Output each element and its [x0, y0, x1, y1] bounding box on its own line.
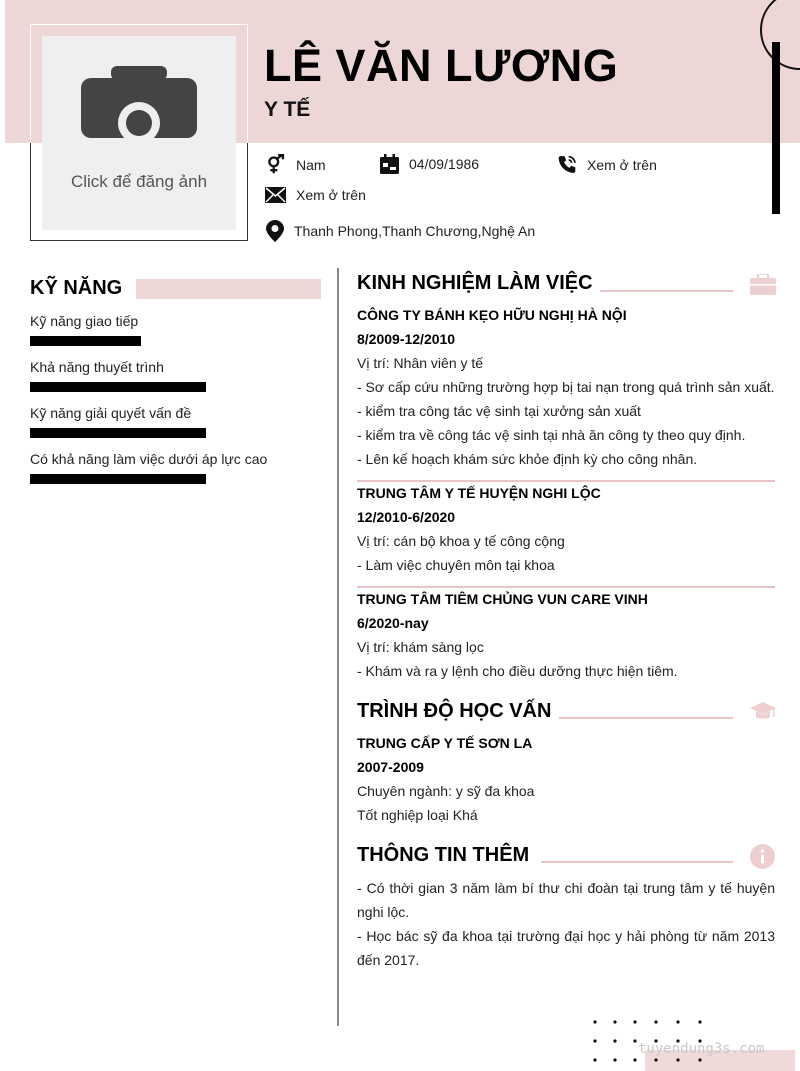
skill-label: Có khả năng làm việc dưới áp lực cao	[30, 451, 268, 467]
briefcase-icon	[750, 274, 776, 295]
education-detail: Chuyên ngành: y sỹ đa khoa	[357, 783, 535, 799]
experience-title-line	[600, 290, 733, 292]
education-title-line	[559, 717, 733, 719]
education-school: TRUNG CẤP Y TẾ SƠN LA	[357, 735, 533, 751]
job-company: TRUNG TÂM TIÊM CHỦNG VUN CARE VINH	[357, 591, 648, 607]
skill-label: Khả năng thuyết trình	[30, 359, 164, 375]
extra-title: THÔNG TIN THÊM	[357, 844, 530, 866]
job-detail: - kiểm tra về công tác vệ sinh tại nhà ăn công ty theo quy định.	[357, 427, 746, 443]
job-period: 12/2010-6/2020	[357, 509, 456, 525]
job-detail: - kiểm tra công tác vệ sinh tại xưởng sản xuất	[357, 403, 641, 419]
envelope-icon	[265, 187, 286, 203]
photo-caption[interactable]: Click để đăng ảnh	[70, 172, 208, 191]
skills-title-bar	[136, 279, 321, 299]
education-period: 2007-2009	[357, 759, 424, 775]
extra-title-line	[541, 861, 733, 863]
extra-paragraph: - Học bác sỹ đa khoa tại trường đại học y hải phòng từ năm 2013 đến 2017.	[357, 928, 775, 968]
skill-level-bar	[30, 336, 141, 346]
job-detail: - Sơ cấp cứu những trường hợp bị tai nạn trong quá trình sản xuất.	[357, 379, 775, 395]
job-separator	[357, 480, 775, 482]
skill-label: Kỹ năng giải quyết vấn đề	[30, 405, 192, 421]
gender-icon	[265, 154, 286, 175]
job-detail: Vị trí: Nhân viên y tế	[357, 355, 484, 371]
info-birthday	[380, 154, 479, 174]
phone-icon	[557, 154, 577, 175]
birthday-value: 04/09/1986	[409, 156, 480, 172]
graduation-cap-icon	[750, 702, 776, 722]
info-phone	[557, 154, 657, 175]
info-email	[265, 187, 366, 203]
job-detail: - Làm việc chuyên môn tại khoa	[357, 557, 555, 573]
watermark: tuyendung3s.com	[638, 1041, 765, 1057]
experience-title: KINH NGHIỆM LÀM VIỆC	[357, 272, 593, 294]
info-gender	[265, 154, 326, 175]
job-detail: - Khám và ra y lệnh cho điều dưỡng thực hiện tiêm.	[357, 663, 678, 679]
camera-icon[interactable]	[81, 66, 197, 138]
decorative-bar	[772, 42, 780, 214]
skill-level-bar	[30, 382, 206, 392]
skill-level-bar	[30, 428, 206, 438]
skill-level-bar	[30, 474, 206, 484]
job-separator	[357, 586, 775, 588]
info-address	[266, 220, 535, 242]
job-company: CÔNG TY BÁNH KẸO HỮU NGHỊ HÀ NỘI	[357, 307, 627, 323]
info-icon	[750, 844, 775, 869]
candidate-name: LÊ VĂN LƯƠNG	[264, 40, 619, 91]
email-value: Xem ở trên	[296, 187, 366, 203]
phone-value: Xem ở trên	[587, 156, 657, 173]
education-title: TRÌNH ĐỘ HỌC VẤN	[357, 700, 552, 722]
calendar-icon	[380, 154, 399, 174]
job-period: 8/2009-12/2010	[357, 331, 456, 347]
job-detail: Vị trí: khám sàng lọc	[357, 639, 484, 655]
column-divider	[337, 268, 339, 1026]
job-company: TRUNG TÂM Y TẾ HUYỆN NGHI LỘC	[357, 485, 601, 501]
skill-label: Kỹ năng giao tiếp	[30, 313, 139, 329]
job-period: 6/2020-nay	[357, 615, 429, 631]
skills-title: KỸ NĂNG	[30, 277, 123, 299]
job-detail: - Lên kế hoạch khám sức khỏe định kỳ cho công nhân.	[357, 451, 698, 467]
gender-value: Nam	[296, 156, 326, 173]
extra-paragraph: - Có thời gian 3 năm làm bí thư chi đoàn tại trung tâm y tế huyện nghi lộc.	[357, 880, 775, 920]
job-title: Y TẾ	[264, 98, 311, 121]
job-detail: Vị trí: cán bộ khoa y tế công cộng	[357, 533, 565, 549]
education-detail: Tốt nghiệp loại Khá	[357, 807, 478, 823]
address-value: Thanh Phong,Thanh Chương,Nghệ An	[294, 223, 536, 239]
map-pin-icon	[266, 220, 284, 242]
